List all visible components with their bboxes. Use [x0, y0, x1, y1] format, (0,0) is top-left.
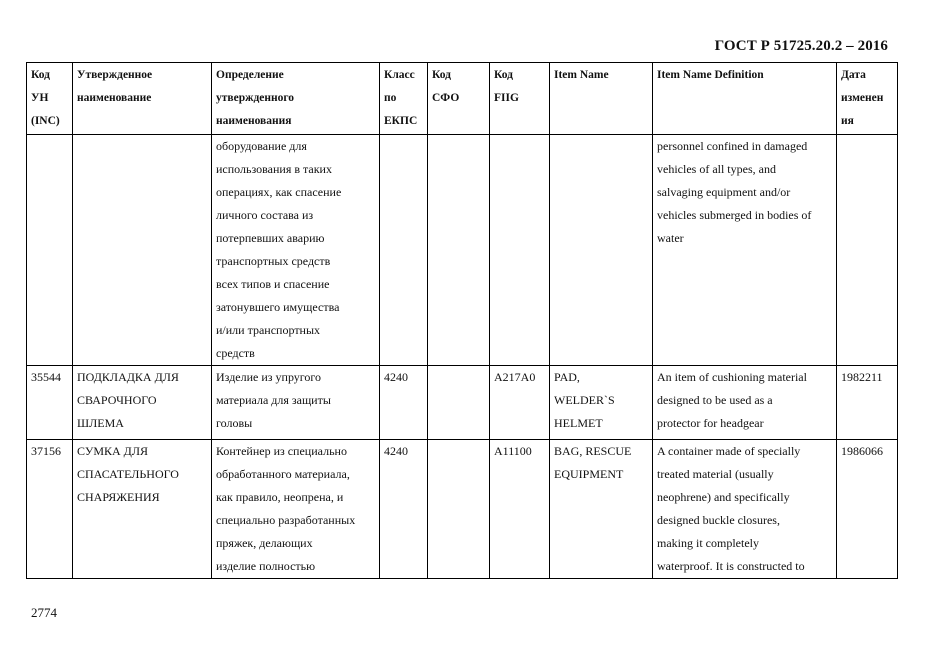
table-row [27, 366, 898, 440]
cell-text-line: EQUIPMENT [554, 467, 624, 481]
cell-text-line: 4240 [384, 444, 408, 458]
cell-sfo-code [428, 135, 490, 366]
cell-text-line: Item Name Definition [657, 69, 764, 81]
cell-text-line: УН [31, 92, 49, 104]
cell-text-line: обработанного материала, [216, 467, 350, 481]
cell-change-date [837, 440, 898, 579]
page-number: 2774 [31, 605, 57, 620]
cell-text-line: 37156 [31, 444, 61, 458]
cell-text-line: An item of cushioning material [657, 370, 807, 384]
cell-text-line: Дата [841, 69, 866, 81]
cell-text-line: операциях, как спасение [216, 185, 342, 199]
cell-text-line: затонувшего имущества [216, 300, 340, 314]
cell-text-line: изменен [841, 92, 884, 104]
cell-text-line: головы [216, 416, 253, 430]
cell-text-line: Код [494, 69, 514, 81]
cell-text-line: пряжек, делающих [216, 536, 313, 550]
cell-text-line: Определение [216, 69, 284, 81]
cell-text-line: Класс [384, 69, 415, 81]
cell-item-name-definition [653, 440, 837, 579]
header-item-name-definition [653, 63, 837, 135]
cell-inc [27, 440, 73, 579]
cell-text-line: наименования [216, 115, 292, 127]
cell-text-line: water [657, 231, 684, 245]
cell-item-name-definition [653, 366, 837, 440]
cell-ekps-class [380, 440, 428, 579]
cell-fiig-code [490, 135, 550, 366]
cell-text-line: транспортных средств [216, 254, 331, 268]
cell-definition-ru [212, 366, 380, 440]
cell-text-line: treated material (usually [657, 467, 774, 481]
header-inc [27, 63, 73, 135]
cell-text-line: СВАРОЧНОГО [77, 393, 157, 407]
cell-text-line: PAD, [554, 370, 580, 384]
cell-text-line: как правило, неопрена, и [216, 490, 344, 504]
cell-definition-ru [212, 440, 380, 579]
cell-text-line: 4240 [384, 370, 408, 384]
cell-change-date [837, 366, 898, 440]
cell-text-line: наименование [77, 92, 152, 104]
cell-inc [27, 135, 73, 366]
cell-text-line: Утвержденное [77, 69, 153, 81]
cell-text-line: использования в таких [216, 162, 332, 176]
header-change-date [837, 63, 898, 135]
header-item-name [550, 63, 653, 135]
cell-text-line: оборудование для [216, 139, 307, 153]
cell-text-line: WELDER`S [554, 393, 615, 407]
cell-text-line: vehicles of all types, and [657, 162, 776, 176]
cell-text-line: A217A0 [494, 370, 536, 384]
table-row [27, 135, 898, 366]
catalog-table [26, 62, 898, 579]
cell-text-line: по [384, 92, 397, 104]
cell-text-line: protector for headgear [657, 416, 764, 430]
cell-text-line: ШЛЕМА [77, 416, 124, 430]
cell-text-line: designed buckle closures, [657, 513, 780, 527]
cell-sfo-code [428, 366, 490, 440]
cell-text-line: ЕКПС [384, 115, 418, 127]
cell-text-line: материала для защиты [216, 393, 331, 407]
cell-ekps-class [380, 366, 428, 440]
cell-definition-ru [212, 135, 380, 366]
cell-text-line: и/или транспортных [216, 323, 321, 337]
cell-text-line: СНАРЯЖЕНИЯ [77, 490, 160, 504]
cell-text-line: средств [216, 346, 255, 360]
cell-text-line: СФО [432, 92, 460, 104]
cell-text-line: изделие полностью [216, 559, 316, 573]
document-standard-header: ГОСТ Р 51725.20.2 – 2016 [714, 38, 888, 54]
cell-text-line: A11100 [494, 444, 532, 458]
cell-text-line: СУМКА ДЛЯ [77, 444, 149, 458]
cell-ekps-class [380, 135, 428, 366]
cell-text-line: vehicles submerged in bodies of [657, 208, 812, 222]
cell-text-line: neophrene) and specifically [657, 490, 790, 504]
cell-text-line: утвержденного [216, 92, 295, 104]
cell-sfo-code [428, 440, 490, 579]
header-ekps-class [380, 63, 428, 135]
cell-fiig-code [490, 366, 550, 440]
table-row [27, 440, 898, 579]
cell-text-line: СПАСАТЕЛЬНОГО [77, 467, 179, 481]
header-approved-name [73, 63, 212, 135]
cell-text-line: личного состава из [216, 208, 314, 222]
cell-inc [27, 366, 73, 440]
cell-text-line: designed to be used as a [657, 393, 773, 407]
cell-text-line: Изделие из упругого [216, 370, 322, 384]
table-header-row [27, 63, 898, 135]
cell-text-line: personnel confined in damaged [657, 139, 808, 153]
header-fiig-code [490, 63, 550, 135]
cell-item-name [550, 440, 653, 579]
cell-text-line: ия [841, 115, 854, 127]
cell-approved-name [73, 135, 212, 366]
cell-text-line: Код [432, 69, 452, 81]
header-sfo-code [428, 63, 490, 135]
cell-text-line: waterproof. It is constructed to [657, 559, 805, 573]
header-definition [212, 63, 380, 135]
cell-item-name-definition [653, 135, 837, 366]
cell-text-line: HELMET [554, 416, 603, 430]
cell-text-line: (INC) [31, 115, 60, 127]
cell-change-date [837, 135, 898, 366]
cell-text-line: 1986066 [841, 444, 883, 458]
cell-text-line: всех типов и спасение [216, 277, 330, 291]
cell-text-line: 35544 [31, 370, 61, 384]
cell-text-line: FIIG [494, 92, 519, 104]
cell-approved-name [73, 366, 212, 440]
cell-item-name [550, 366, 653, 440]
cell-item-name [550, 135, 653, 366]
cell-text-line: Контейнер из специально [216, 444, 347, 458]
cell-text-line: making it completely [657, 536, 759, 550]
cell-text-line: специально разработанных [216, 513, 356, 527]
cell-text-line: потерпевших аварию [216, 231, 325, 245]
cell-text-line: salvaging equipment and/or [657, 185, 791, 199]
cell-text-line: BAG, RESCUE [554, 444, 632, 458]
cell-text-line: 1982211 [841, 370, 883, 384]
cell-fiig-code [490, 440, 550, 579]
cell-text-line: ПОДКЛАДКА ДЛЯ [77, 370, 179, 384]
cell-text-line: Item Name [554, 69, 609, 81]
cell-text-line: Код [31, 69, 51, 81]
cell-approved-name [73, 440, 212, 579]
cell-text-line: A container made of specially [657, 444, 801, 458]
